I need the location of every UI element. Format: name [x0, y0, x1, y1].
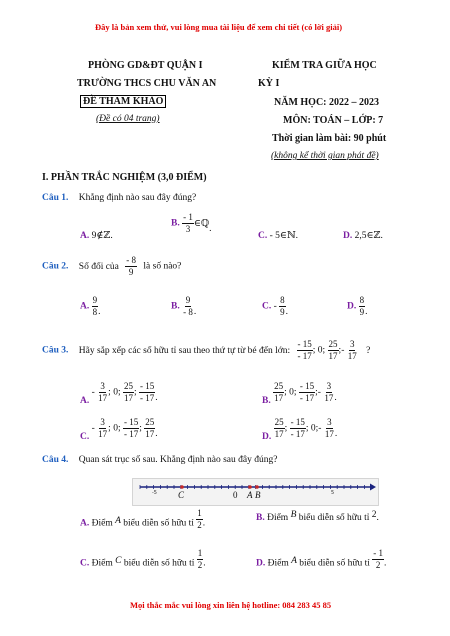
option-4b[interactable]: B. Điểm B biểu diễn số hữu tỉ 2.: [256, 510, 379, 523]
label-zero: 0: [233, 490, 238, 500]
number-line: [132, 476, 380, 508]
time-limit: Thời gian làm bài: 90 phút: [272, 133, 387, 144]
point-a-marker: [248, 485, 252, 489]
page-count-note: (Đề có 04 trang): [96, 114, 160, 124]
label-a: A: [247, 490, 253, 500]
school-year: NĂM HỌC: 2022 – 2023: [274, 97, 379, 108]
option-4d[interactable]: D. Điểm A biểu diễn số hữu tỉ $\frac{- 1}{2}$ .: [256, 548, 387, 570]
option-2a[interactable]: A. $\frac{9}{8}$ .: [80, 295, 101, 317]
option-1b[interactable]: B. $\frac{- 1}{3}$ ∈ℚ.: [171, 212, 212, 234]
section-title: I. PHẦN TRẮC NGHIỆM (3,0 ĐIỂM): [42, 172, 207, 183]
point-c-marker: [180, 485, 184, 489]
question-label: Câu 3.: [42, 345, 69, 356]
option-3a[interactable]: A. - $\frac{3}{17}$ ; 0; $\frac{25}{17}$ ; $\frac{- 15}{- 17}$ .: [80, 381, 158, 406]
point-b-marker: [255, 485, 259, 489]
exam-type-box: ĐỀ THAM KHẢO: [80, 95, 166, 108]
question-label: Câu 4.: [42, 455, 69, 465]
tick-label-5: 5: [331, 490, 335, 496]
option-2d[interactable]: D. $\frac{8}{9}$ .: [347, 295, 368, 317]
question-2: Câu 2. Số đối của $\frac{- 8}{9}$ là số nào?: [42, 255, 182, 277]
school-name: TRƯỜNG THCS CHU VĂN AN: [77, 78, 217, 89]
label-c: C: [178, 490, 185, 500]
hotline-banner: Mọi thắc mắc vui lòng xin liên hệ hotline: 084 283 45 85: [130, 600, 332, 610]
option-4c[interactable]: C. Điểm C biểu diễn số hữu tỉ $\frac{1}{2}$ .: [80, 548, 206, 570]
label-b: B: [255, 490, 261, 500]
time-note: (không kể thời gian phát đề): [271, 151, 379, 161]
option-2b[interactable]: B. $\frac{9}{- 8}$ .: [171, 295, 197, 317]
option-3c[interactable]: C. - $\frac{3}{17}$ ; 0; $\frac{- 15}{- 17}$ ; $\frac{25}{17}$ .: [80, 417, 158, 442]
question-label: Câu 1.: [42, 193, 69, 203]
subject-grade: MÔN: TOÁN – LỚP: 7: [283, 115, 384, 126]
question-label: Câu 2.: [42, 261, 69, 272]
question-1: [42, 193, 196, 203]
exam-title-line2: KỲ I: [258, 78, 280, 89]
option-1c[interactable]: C. - 5∈ℕ.: [258, 231, 299, 241]
preview-banner: Đây là bản xem thử, vui lòng mua tài liệu để xem chi tiết (có lời giải): [95, 22, 343, 32]
question-text: Khẳng định nào sau đây đúng?: [78, 193, 197, 203]
tick-label-minus5: -5: [152, 490, 157, 496]
option-1d[interactable]: D. 2,5∈ℤ.: [343, 231, 383, 241]
option-2c[interactable]: C. - $\frac{8}{9}$ .: [262, 295, 289, 317]
option-3d[interactable]: D. $\frac{25}{17}$ ; $\frac{- 15}{- 17}$ ; 0;- $\frac{3}{17}$ .: [262, 417, 338, 442]
question-4: Câu 4. Quan sát trục số sau. Khẳng định nào sau đây đúng?: [42, 455, 278, 465]
exam-title-line1: KIỂM TRA GIỮA HỌC: [272, 60, 377, 71]
option-3b[interactable]: B. $\frac{25}{17}$ ; 0; $\frac{- 15}{- 17}$ ;- $\frac{3}{17}$ .: [262, 381, 337, 406]
option-4a[interactable]: A. Điểm A biểu diễn số hữu tỉ $\frac{1}{2}$ .: [80, 508, 206, 530]
department-name: PHÒNG GD&ĐT QUẬN I: [88, 60, 203, 71]
question-3: Câu 3. Hãy sắp xếp các số hữu tỉ sau theo thứ tự từ bé đến lớn: $\frac{- 15}{- 17}$ ; 0; $\frac{25}{17}$ ;- $\frac{3}{17}$ ?: [42, 339, 371, 361]
option-1a[interactable]: A. 9∉ℤ.: [80, 231, 113, 241]
